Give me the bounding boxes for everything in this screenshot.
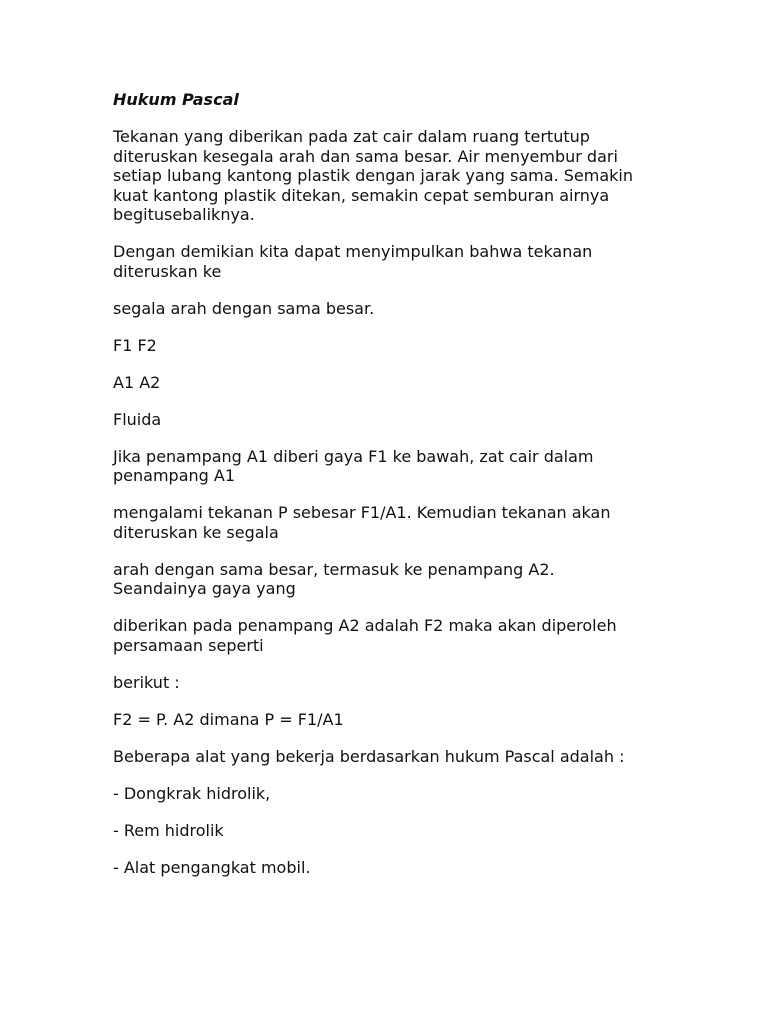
document-title: Hukum Pascal — [113, 90, 239, 109]
document-page — [113, 90, 653, 895]
paragraph-intro: Tekanan yang diberikan pada zat cair dalam ruang tertutup diteruskan kesegala arah dan sama besar. Air menyembur dari setiap lubang kantong plastik dengan jarak yang sama. Semakin kuat kantong plastik ditekan, semakin cepat semburan airnya begitusebaliknya. — [113, 127, 633, 224]
paragraph-explanation-1: Jika penampang A1 diberi gaya F1 ke bawah, zat cair dalam penampang A1 — [113, 446, 594, 485]
figure-label-forces: F1 F2 — [113, 335, 157, 355]
paragraph-conclusion: Dengan demikian kita dapat menyimpulkan bahwa tekanan diteruskan ke — [113, 242, 593, 281]
list-item-rem: - Rem hidrolik — [113, 820, 224, 840]
paragraph-explanation-5: berikut : — [113, 672, 180, 692]
figure-label-areas: A1 A2 — [113, 372, 161, 392]
paragraph-explanation-4: diberikan pada penampang A2 adalah F2 maka akan diperoleh persamaan seperti — [113, 616, 617, 655]
figure-label-fluid: Fluida — [113, 409, 162, 429]
paragraph-applications-intro: Beberapa alat yang bekerja berdasarkan hukum Pascal adalah : — [113, 746, 625, 766]
list-item-pengangkat: - Alat pengangkat mobil. — [113, 857, 311, 877]
paragraph-explanation-2: mengalami tekanan P sebesar F1/A1. Kemudian tekanan akan diteruskan ke segala — [113, 503, 611, 542]
list-item-dongkrak: - Dongkrak hidrolik, — [113, 783, 271, 803]
formula: F2 = P. A2 dimana P = F1/A1 — [113, 709, 344, 729]
paragraph-explanation-3: arah dengan sama besar, termasuk ke penampang A2. Seandainya gaya yang — [113, 559, 555, 598]
paragraph-conclusion-cont: segala arah dengan sama besar. — [113, 298, 375, 318]
